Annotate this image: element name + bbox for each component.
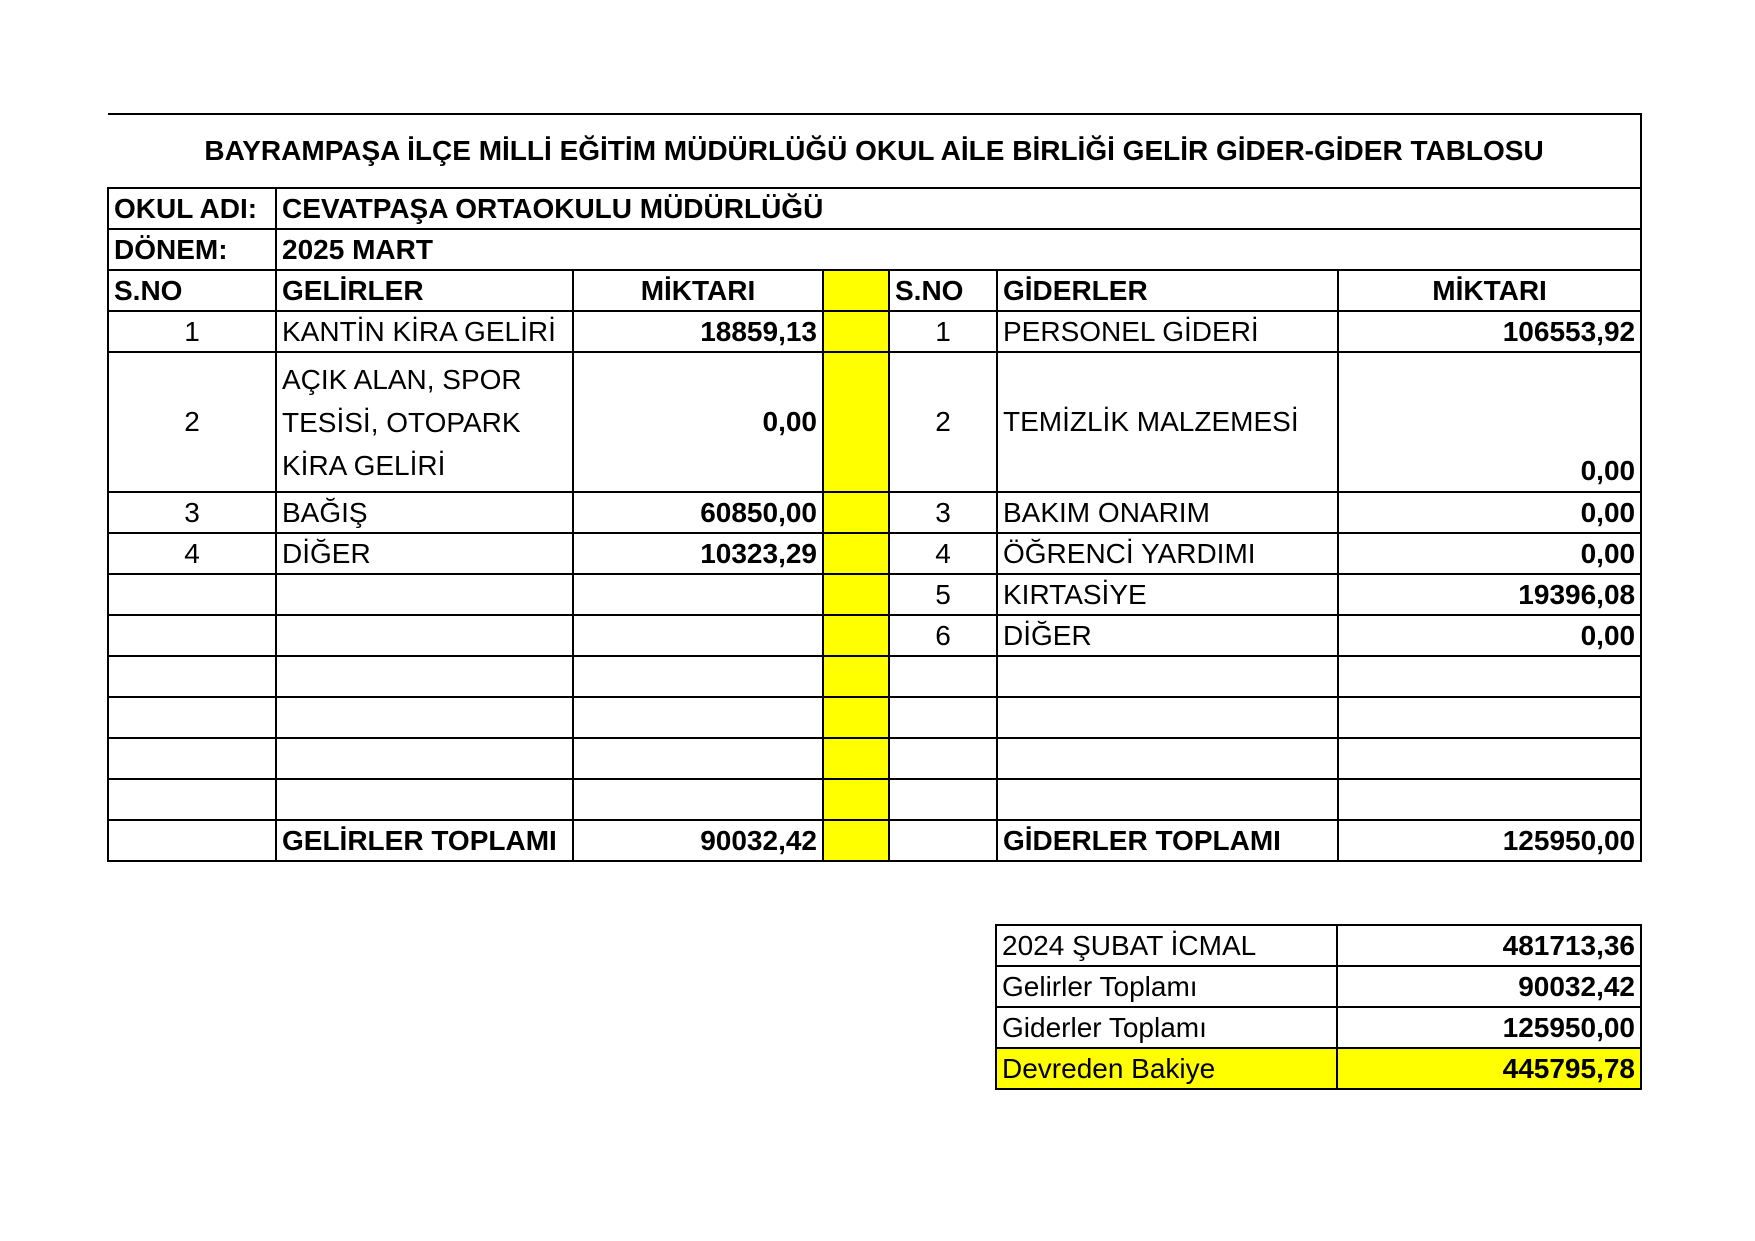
empty-cell <box>276 656 573 697</box>
expense-name: DİĞER <box>997 615 1338 656</box>
expense-no: 1 <box>889 311 997 352</box>
empty-cell <box>573 738 823 779</box>
table-title: BAYRAMPAŞA İLÇE MİLLİ EĞİTİM MÜDÜRLÜĞÜ OKUL AİLE BİRLİĞİ GELİR GİDER-GİDER TABLOSU <box>108 114 1641 188</box>
income-expense-sheet <box>107 113 1640 862</box>
empty-cell <box>997 697 1338 738</box>
table-row <box>108 615 1641 656</box>
expense-no: 6 <box>889 615 997 656</box>
empty-cell <box>1338 738 1641 779</box>
separator-cell <box>823 820 889 861</box>
income-amount-header: MİKTARI <box>573 270 823 311</box>
empty-cell <box>573 779 823 820</box>
income-name <box>276 615 573 656</box>
empty-cell <box>276 697 573 738</box>
income-amount <box>573 615 823 656</box>
period-label: DÖNEM: <box>108 229 276 270</box>
empty-cell <box>276 738 573 779</box>
separator-cell <box>823 697 889 738</box>
expense-amount: 0,00 <box>1338 533 1641 574</box>
summary-label: Gelirler Toplamı <box>996 966 1337 1007</box>
carryover-balance-label: Devreden Bakiye <box>996 1048 1337 1089</box>
separator-cell <box>823 492 889 533</box>
empty-cell <box>1338 779 1641 820</box>
expense-total-label: GİDERLER TOPLAMI <box>997 820 1338 861</box>
expense-amount: 0,00 <box>1338 492 1641 533</box>
empty-cell <box>1338 697 1641 738</box>
empty-cell <box>997 779 1338 820</box>
summary-row <box>996 1007 1641 1048</box>
income-no: 3 <box>108 492 276 533</box>
income-amount: 10323,29 <box>573 533 823 574</box>
income-name: AÇIK ALAN, SPOR TESİSİ, OTOPARK KİRA GELİRİ <box>276 352 573 492</box>
separator-cell <box>823 574 889 615</box>
expense-amount-header: MİKTARI <box>1338 270 1641 311</box>
income-amount <box>573 574 823 615</box>
empty-cell <box>889 738 997 779</box>
separator-cell <box>823 615 889 656</box>
empty-cell <box>889 697 997 738</box>
income-name <box>276 574 573 615</box>
separator-cell <box>823 533 889 574</box>
school-name: CEVATPAŞA ORTAOKULU MÜDÜRLÜĞÜ <box>276 188 1641 229</box>
income-no: 4 <box>108 533 276 574</box>
header-row <box>108 270 1641 311</box>
carryover-balance-row <box>996 1048 1641 1089</box>
empty-cell <box>997 656 1338 697</box>
table-row <box>108 533 1641 574</box>
school-label: OKUL ADI: <box>108 188 276 229</box>
empty-row <box>108 697 1641 738</box>
expense-name: TEMİZLİK MALZEMESİ <box>997 352 1338 492</box>
summary-row <box>996 925 1641 966</box>
expense-name: KIRTASİYE <box>997 574 1338 615</box>
separator-cell <box>823 311 889 352</box>
table-row <box>108 492 1641 533</box>
empty-cell <box>573 697 823 738</box>
income-amount: 18859,13 <box>573 311 823 352</box>
expense-no: 5 <box>889 574 997 615</box>
expense-sno-header: S.NO <box>889 270 997 311</box>
income-total-value: 90032,42 <box>573 820 823 861</box>
empty-cell <box>276 779 573 820</box>
separator-cell <box>823 738 889 779</box>
balance-summary-table <box>995 924 1642 1090</box>
empty-cell <box>108 656 276 697</box>
separator-cell <box>823 352 889 492</box>
income-amount: 60850,00 <box>573 492 823 533</box>
empty-cell <box>573 656 823 697</box>
income-no <box>108 574 276 615</box>
empty-cell <box>889 779 997 820</box>
school-row <box>108 188 1641 229</box>
summary-value: 90032,42 <box>1337 966 1641 1007</box>
income-header: GELİRLER <box>276 270 573 311</box>
table-row <box>108 311 1641 352</box>
empty-row <box>108 656 1641 697</box>
expense-name: PERSONEL GİDERİ <box>997 311 1338 352</box>
expense-header: GİDERLER <box>997 270 1338 311</box>
separator-cell <box>823 656 889 697</box>
period-row <box>108 229 1641 270</box>
period-value: 2025 MART <box>276 229 1641 270</box>
summary-label: Giderler Toplamı <box>996 1007 1337 1048</box>
expense-no: 2 <box>889 352 997 492</box>
empty-cell <box>1338 656 1641 697</box>
income-expense-table <box>107 113 1642 862</box>
separator-cell <box>823 779 889 820</box>
empty-cell <box>997 738 1338 779</box>
income-name: DİĞER <box>276 533 573 574</box>
income-no: 2 <box>108 352 276 492</box>
empty-row <box>108 738 1641 779</box>
expense-name: BAKIM ONARIM <box>997 492 1338 533</box>
expense-total-value: 125950,00 <box>1338 820 1641 861</box>
expense-amount: 106553,92 <box>1338 311 1641 352</box>
summary-value: 481713,36 <box>1337 925 1641 966</box>
table-row <box>108 574 1641 615</box>
carryover-balance-value: 445795,78 <box>1337 1048 1641 1089</box>
expense-amount: 19396,08 <box>1338 574 1641 615</box>
title-row <box>108 114 1641 188</box>
separator-cell <box>823 270 889 311</box>
empty-cell <box>889 820 997 861</box>
income-sno-header: S.NO <box>108 270 276 311</box>
expense-amount: 0,00 <box>1338 615 1641 656</box>
totals-row <box>108 820 1641 861</box>
summary-label: 2024 ŞUBAT İCMAL <box>996 925 1337 966</box>
expense-no: 3 <box>889 492 997 533</box>
expense-name: ÖĞRENCİ YARDIMI <box>997 533 1338 574</box>
income-no: 1 <box>108 311 276 352</box>
empty-cell <box>108 697 276 738</box>
income-name: BAĞIŞ <box>276 492 573 533</box>
summary-row <box>996 966 1641 1007</box>
expense-amount: 0,00 <box>1338 352 1641 492</box>
income-total-label: GELİRLER TOPLAMI <box>276 820 573 861</box>
expense-no: 4 <box>889 533 997 574</box>
income-name: KANTİN KİRA GELİRİ <box>276 311 573 352</box>
summary-value: 125950,00 <box>1337 1007 1641 1048</box>
income-amount: 0,00 <box>573 352 823 492</box>
income-no <box>108 615 276 656</box>
empty-row <box>108 779 1641 820</box>
table-row <box>108 352 1641 492</box>
empty-cell <box>108 779 276 820</box>
empty-cell <box>108 820 276 861</box>
empty-cell <box>108 738 276 779</box>
empty-cell <box>889 656 997 697</box>
